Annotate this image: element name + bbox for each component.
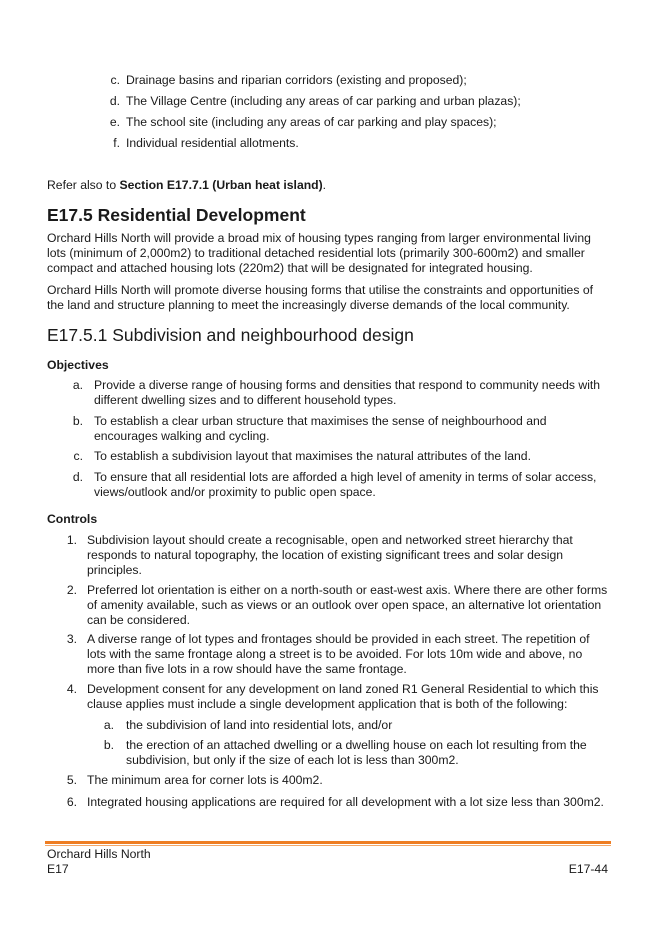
refer-line [47,178,609,193]
control-marker: 1. [66,533,77,547]
list-text: The Village Centre (including any areas of car parking and urban plazas); [126,94,521,108]
refer-suffix: . [322,178,327,192]
control-subitem-text: the subdivision of land into residential lots, and/or [126,718,393,732]
control-marker: 5. [66,773,77,787]
refer-prefix: Refer also to [47,178,120,192]
control-item [60,682,609,712]
control-item [60,583,609,628]
control-item [60,773,609,788]
list-item [103,94,563,109]
objectives-heading: Objectives [47,358,109,372]
list-marker: e. [109,115,120,129]
objective-text: To establish a clear urban structure that maximises the sense of neighbourhood and encourages walking and cycling. [94,414,547,443]
list-marker: c. [110,73,120,87]
objective-marker: d. [72,470,83,484]
control-subitem [100,718,605,733]
control-subitem-marker: b. [103,738,114,752]
control-text: Development consent for any development on land zoned R1 General Residential to which this clause applies must include a single development application that is both of the following: [87,682,599,711]
objective-text: Provide a diverse range of housing forms and densities that respond to community needs with different dwelling sizes and to different household types. [94,378,601,407]
list-text: Individual residential allotments. [126,136,299,150]
control-item [60,632,609,677]
control-subitem [100,738,605,768]
control-item [60,533,609,578]
list-item [103,73,563,88]
control-text: A diverse range of lot types and frontages should be provided in each street. The repetition of lots with the same frontage along a street is to be avoided. For lots 10m wide and above, no more than five lots in a row should have the same frontage. [87,632,590,676]
list-item [103,115,563,130]
footer-rule [45,841,611,844]
list-text: Drainage basins and riparian corridors (existing and proposed); [126,73,467,87]
footer-title: Orchard Hills North [47,847,151,861]
objective-text: To ensure that all residential lots are afforded a high level of amenity in terms of solar access, views/outlook and/or proximity to public open space. [94,470,597,499]
control-text: The minimum area for corner lots is 400m2. [87,773,323,787]
section-title: E17.5 Residential Development [47,205,306,225]
objective-item [64,470,604,500]
objective-item [64,378,604,408]
objective-item [64,414,604,444]
list-item [103,136,563,151]
control-marker: 2. [66,583,77,597]
footer-chapter: E17 [47,862,69,876]
objective-marker: b. [72,414,83,428]
list-marker: d. [109,94,120,108]
objective-marker: c. [73,449,83,463]
control-marker: 3. [66,632,77,646]
list-marker: f. [113,136,120,150]
controls-heading: Controls [47,512,98,526]
objective-marker: a. [72,378,83,392]
list-text: The school site (including any areas of car parking and play spaces); [126,115,497,129]
control-item [60,795,609,810]
objective-item [64,449,604,464]
footer-rule-shadow [45,845,611,846]
control-marker: 4. [66,682,77,696]
intro-paragraph: Orchard Hills North will promote diverse housing forms that utilise the constraints and opportunities of the land and structure planning to meet the increasingly diverse demands of the local community. [47,283,593,312]
intro-paragraph: Orchard Hills North will provide a broad mix of housing types ranging from larger environmental living lots (minimum of 2,000m2) to traditional detached residential lots (primarily 300-600m2) and smaller compact and attached housing lots (220m2) that will be designated for integrated housing. [47,231,591,275]
control-subitem-marker: a. [103,718,114,732]
control-subitem-text: the erection of an attached dwelling or a dwelling house on each lot resulting from the subdivision, but only if the size of each lot is less than 300m2. [126,738,587,767]
objective-text: To establish a subdivision layout that maximises the natural attributes of the land. [94,449,531,463]
control-marker: 6. [66,795,77,809]
control-text: Preferred lot orientation is either on a north-south or east-west axis. Where there are other forms of amenity available, such as views or an outlook over open space, an alternative lot orientation can be considered. [87,583,608,627]
refer-section-link: Section E17.7.1 (Urban heat island) [119,178,323,192]
page-number: E17-44 [568,862,608,876]
subsection-title: E17.5.1 Subdivision and neighbourhood design [47,325,414,345]
control-text: Subdivision layout should create a recognisable, open and networked street hierarchy that responds to natural topography, the location of existing significant trees and solar design principles. [87,533,573,577]
control-text: Integrated housing applications are required for all development with a lot size less than 300m2. [87,795,604,809]
